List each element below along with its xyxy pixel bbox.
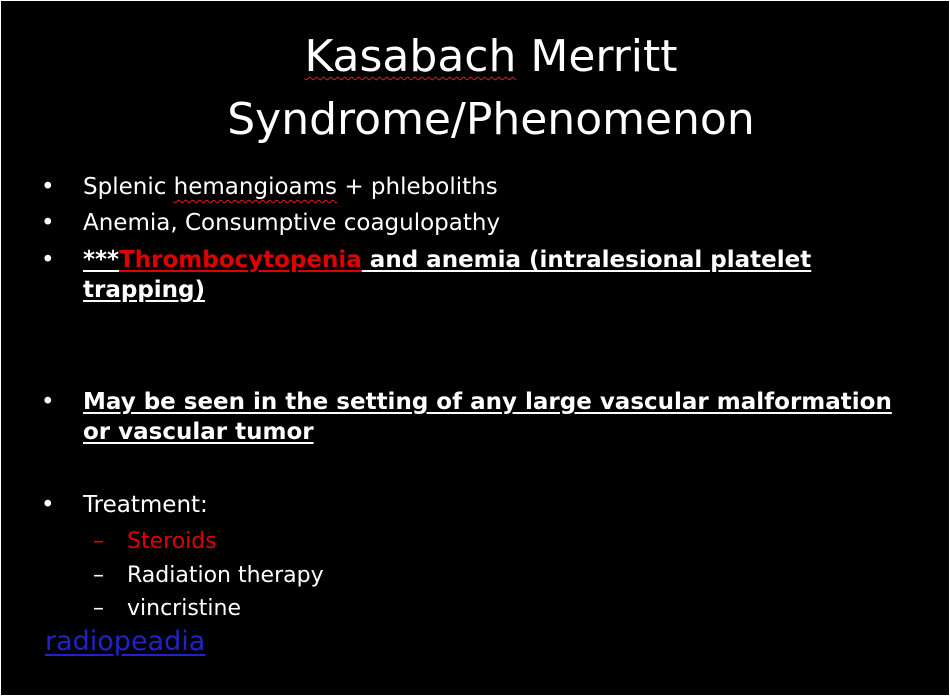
bullet-text: Treatment: xyxy=(83,492,208,518)
bullet-red-term: Thrombocytopenia xyxy=(119,247,362,273)
bullet-dot-icon: • xyxy=(41,492,55,518)
bullet-dot-icon: • xyxy=(41,174,55,200)
bullet-text: Anemia, Consumptive coagulopathy xyxy=(83,210,501,236)
title-line1-rest: Merritt xyxy=(516,31,678,82)
bullet-text: May be seen in the setting of any large vascular malformation or vascular tumor xyxy=(83,389,892,445)
sub-bullet-item xyxy=(93,562,324,590)
bullet-stars: *** xyxy=(83,247,120,273)
sub-bullet-text: Steroids xyxy=(127,529,217,554)
slide-title xyxy=(1,25,949,151)
bullet-item xyxy=(41,172,923,202)
bullet-item xyxy=(41,490,923,520)
dash-icon: – xyxy=(93,563,104,588)
slide xyxy=(1,1,949,695)
radiopaedia-link[interactable]: radiopeadia xyxy=(45,626,206,657)
sub-bullet-item xyxy=(93,528,217,556)
title-line2: Syndrome/Phenomenon xyxy=(227,94,755,145)
bullet-dot-icon: • xyxy=(41,210,55,236)
bullet-text-prefix: Splenic xyxy=(83,174,174,200)
dash-icon: – xyxy=(93,529,104,554)
bullet-text-rest: and anemia (intralesional platelet trapping) xyxy=(83,247,812,303)
sub-bullet-text: Radiation therapy xyxy=(127,563,324,588)
bullet-item xyxy=(41,387,923,447)
sub-bullet-item xyxy=(93,595,242,623)
bullet-dot-icon: • xyxy=(41,389,55,415)
bullet-misspelled-word: hemangioams xyxy=(173,174,338,200)
title-misspelled-word: Kasabach xyxy=(304,31,517,82)
bullet-item xyxy=(41,208,923,238)
bullet-text-suffix: + phleboliths xyxy=(337,174,498,200)
bullet-dot-icon: • xyxy=(41,247,55,273)
sub-bullet-text: vincristine xyxy=(127,596,242,621)
dash-icon: – xyxy=(93,596,104,621)
bullet-item xyxy=(41,245,923,305)
